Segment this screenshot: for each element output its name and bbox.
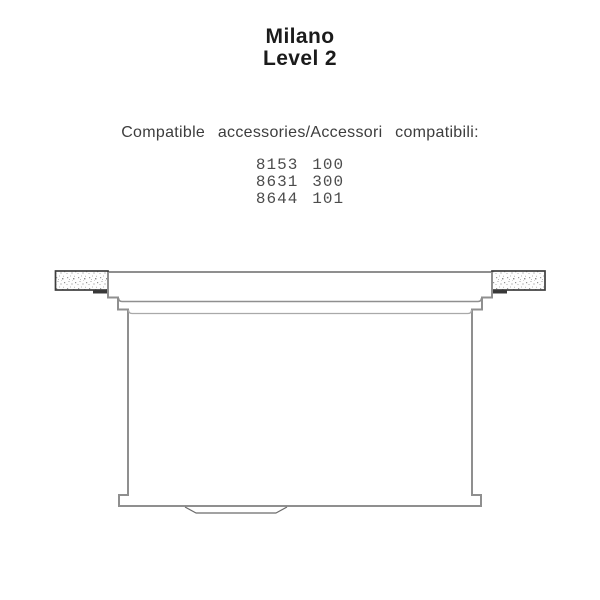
countertop-left-section — [56, 271, 109, 290]
accessory-variant: 101 — [312, 190, 345, 208]
accessory-variant: 300 — [312, 173, 345, 191]
accessory-variant: 100 — [312, 156, 345, 174]
rim-edge-line-upper — [119, 298, 482, 302]
product-level: Level 2 — [262, 47, 337, 70]
accessory-code: 8153 — [255, 156, 299, 174]
left-rim-clamp-mark — [93, 291, 108, 294]
right-rim-clamp-mark — [492, 291, 507, 294]
sink-profile-outline — [108, 272, 492, 506]
rim-edge-line-lower — [129, 310, 472, 314]
accessory-code: 8644 — [255, 190, 299, 208]
countertop-right-section — [492, 271, 545, 290]
product-name: Milano — [265, 25, 335, 48]
accessory-code: 8631 — [255, 173, 299, 191]
drain-recess-outline — [185, 507, 287, 513]
compatibility-heading: Compatible accessories/Accessori compatibili: — [121, 124, 479, 141]
